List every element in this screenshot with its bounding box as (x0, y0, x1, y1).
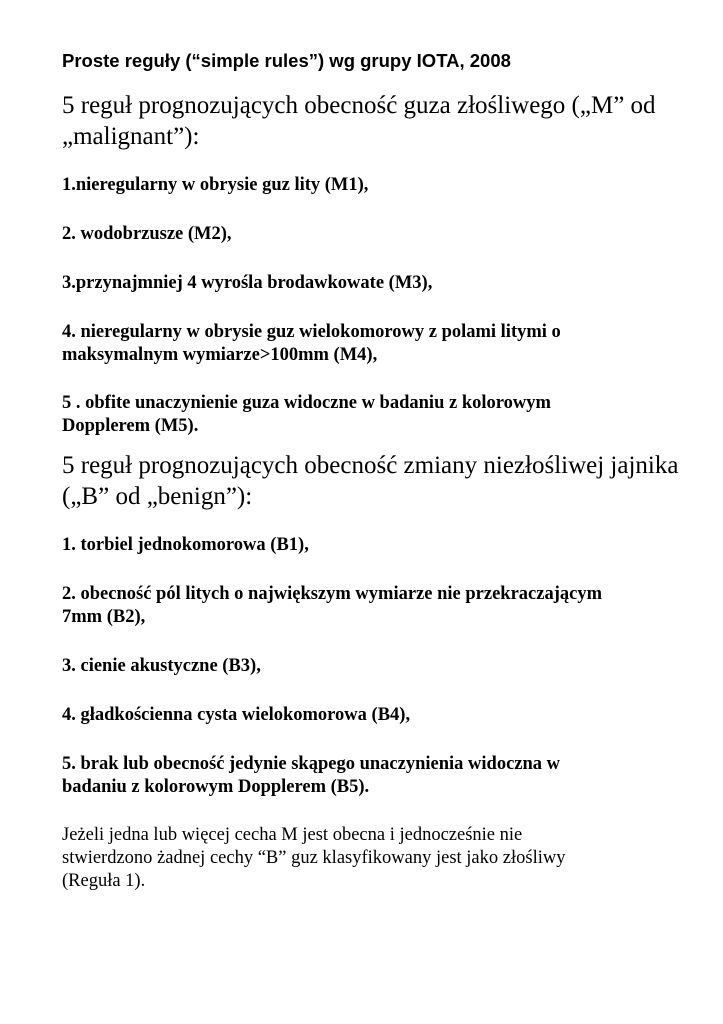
malignant-rules-list (62, 174, 682, 438)
rule-b4-text: 4. gładkościenna cysta wielokomorowa (B4), (62, 705, 411, 725)
classification-note-line-3: (Reguła 1). (62, 871, 146, 891)
classification-note-line-2: stwierdzono żadnej cechy “B” guz klasyfikowany jest jako złośliwy (62, 848, 566, 868)
rule-m3 (62, 272, 682, 295)
benign-heading-line-1: 5 reguł prognozujących obecność zmiany niezłośliwej jajnika (62, 452, 679, 479)
rule-m5 (62, 392, 682, 438)
document-title: Proste reguły (“simple rules”) wg grupy IOTA, 2008 (62, 50, 511, 71)
rule-m5-text-line-1: 5 . obfite unaczynienie guza widoczne w badaniu z kolorowym (62, 393, 551, 413)
malignant-section-heading (62, 90, 682, 152)
malignant-heading-line-2: „malignant”): (62, 123, 200, 150)
rule-m5-text-line-2: Dopplerem (M5). (62, 416, 199, 436)
rule-b5 (62, 753, 682, 799)
rule-m2 (62, 223, 682, 246)
classification-note-line-1: Jeżeli jedna lub więcej cecha M jest obecna i jednocześnie nie (62, 825, 523, 845)
rule-m4-text-line-2: maksymalnym wymiarze>100mm (M4), (62, 345, 378, 365)
document-page (62, 48, 682, 893)
rule-m1-text: 1.nieregularny w obrysie guz lity (M1), (62, 175, 369, 195)
malignant-rules-section (62, 90, 682, 438)
rule-m3-text: 3.przynajmniej 4 wyrośla brodawkowate (M3), (62, 273, 433, 293)
classification-note (62, 824, 682, 893)
benign-rules-section (62, 450, 682, 799)
rule-m2-text: 2. wodobrzusze (M2), (62, 224, 232, 244)
rule-b2-text-line-2: 7mm (B2), (62, 607, 146, 627)
malignant-heading-line-1: 5 reguł prognozujących obecność guza złośliwego („M” od (62, 92, 656, 119)
rule-b3 (62, 655, 682, 678)
rule-b4 (62, 704, 682, 727)
benign-heading-line-2: („B” od „benign”): (62, 483, 253, 510)
rule-m4-text-line-1: 4. nieregularny w obrysie guz wielokomorowy z polami litymi o (62, 322, 561, 342)
rule-b1-text: 1. torbiel jednokomorowa (B1), (62, 535, 309, 555)
rule-b5-text-line-1: 5. brak lub obecność jedynie skąpego unaczynienia widoczna w (62, 754, 561, 774)
benign-section-heading (62, 450, 682, 512)
rule-m4 (62, 321, 682, 367)
rule-b3-text: 3. cienie akustyczne (B3), (62, 656, 261, 676)
benign-rules-list (62, 534, 682, 799)
rule-b2 (62, 583, 682, 629)
rule-b1 (62, 534, 682, 557)
rule-m1 (62, 174, 682, 197)
rule-b5-text-line-2: badaniu z kolorowym Dopplerem (B5). (62, 777, 370, 797)
rule-b2-text-line-1: 2. obecność pól litych o największym wymiarze nie przekraczającym (62, 584, 602, 604)
